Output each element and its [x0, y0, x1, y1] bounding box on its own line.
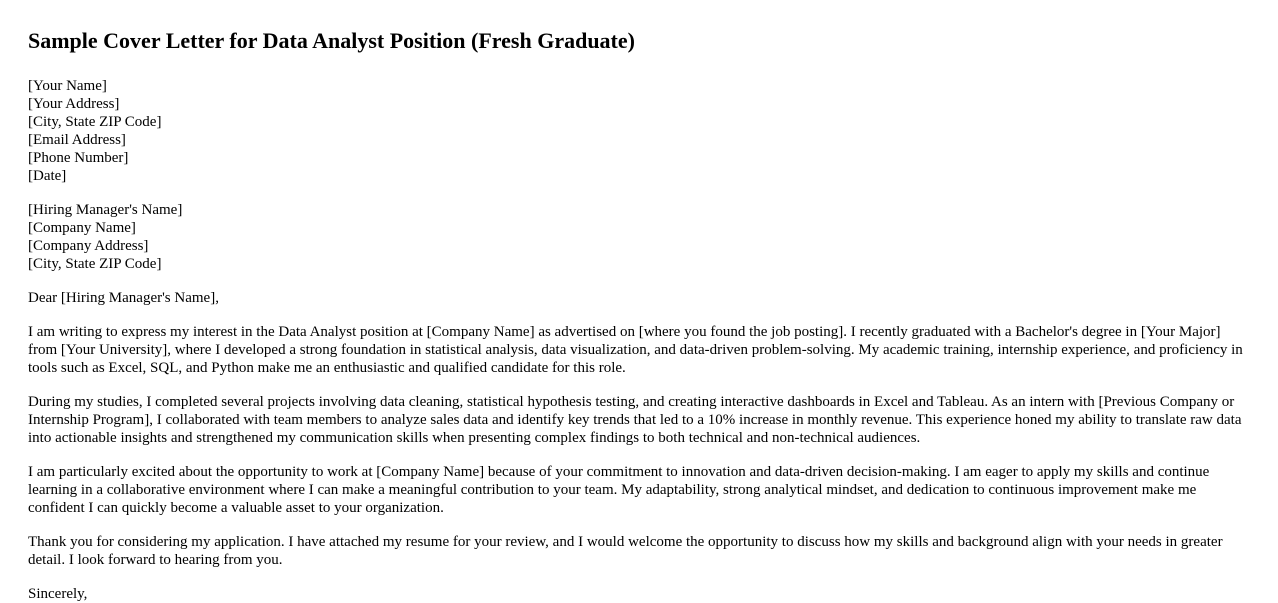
- sender-email: [Email Address]: [28, 132, 126, 148]
- salutation: Dear [Hiring Manager's Name],: [28, 290, 219, 306]
- body-paragraph-intro: I am writing to express my interest in the Data Analyst position at [Company Name] as advertised on [where you found the job posting]. I recently graduated with a Bachelor's degree in [Your Major] from [Your University], where I developed a strong foundation in statistical analysis, data visualization, and data-driven problem-solving. My academic training, internship experience, and proficiency in tools such as Excel, SQL, and Python make me an enthusiastic and qualified candidate for this role.: [28, 324, 1243, 376]
- page-title: Sample Cover Letter for Data Analyst Position (Fresh Graduate): [28, 28, 635, 53]
- recipient-address-block: [28, 201, 1250, 273]
- letter-date: [Date]: [28, 168, 67, 184]
- recipient-company: [Company Name]: [28, 220, 136, 236]
- sender-phone: [Phone Number]: [28, 150, 129, 166]
- recipient-name: [Hiring Manager's Name]: [28, 202, 183, 218]
- recipient-city-state-zip: [City, State ZIP Code]: [28, 256, 162, 272]
- recipient-company-address: [Company Address]: [28, 238, 149, 254]
- sender-address-block: [28, 77, 1250, 185]
- body-paragraph-experience: During my studies, I completed several projects involving data cleaning, statistical hypothesis testing, and creating interactive dashboards in Excel and Tableau. As an intern with [Previous Company or Internship Program], I collaborated with team members to analyze sales data and identify key trends that led to a 10% increase in monthly revenue. This experience honed my ability to translate raw data into actionable insights and strengthened my communication skills when presenting complex findings to both technical and non-technical audiences.: [28, 394, 1242, 446]
- sender-address: [Your Address]: [28, 96, 120, 112]
- sender-city-state-zip: [City, State ZIP Code]: [28, 114, 162, 130]
- sign-off: Sincerely,: [28, 586, 88, 602]
- body-paragraph-motivation: I am particularly excited about the opportunity to work at [Company Name] because of your commitment to innovation and data-driven decision-making. I am eager to apply my skills and continue learning in a collaborative environment where I can make a meaningful contribution to your team. My adaptability, strong analytical mindset, and dedication to continuous improvement make me confident I can quickly become a valuable asset to your organization.: [28, 464, 1210, 516]
- body-paragraph-closing: Thank you for considering my application. I have attached my resume for your review, and I would welcome the opportunity to discuss how my skills and background align with your needs in greater detail. I look forward to hearing from you.: [28, 534, 1223, 568]
- sender-name: [Your Name]: [28, 78, 107, 94]
